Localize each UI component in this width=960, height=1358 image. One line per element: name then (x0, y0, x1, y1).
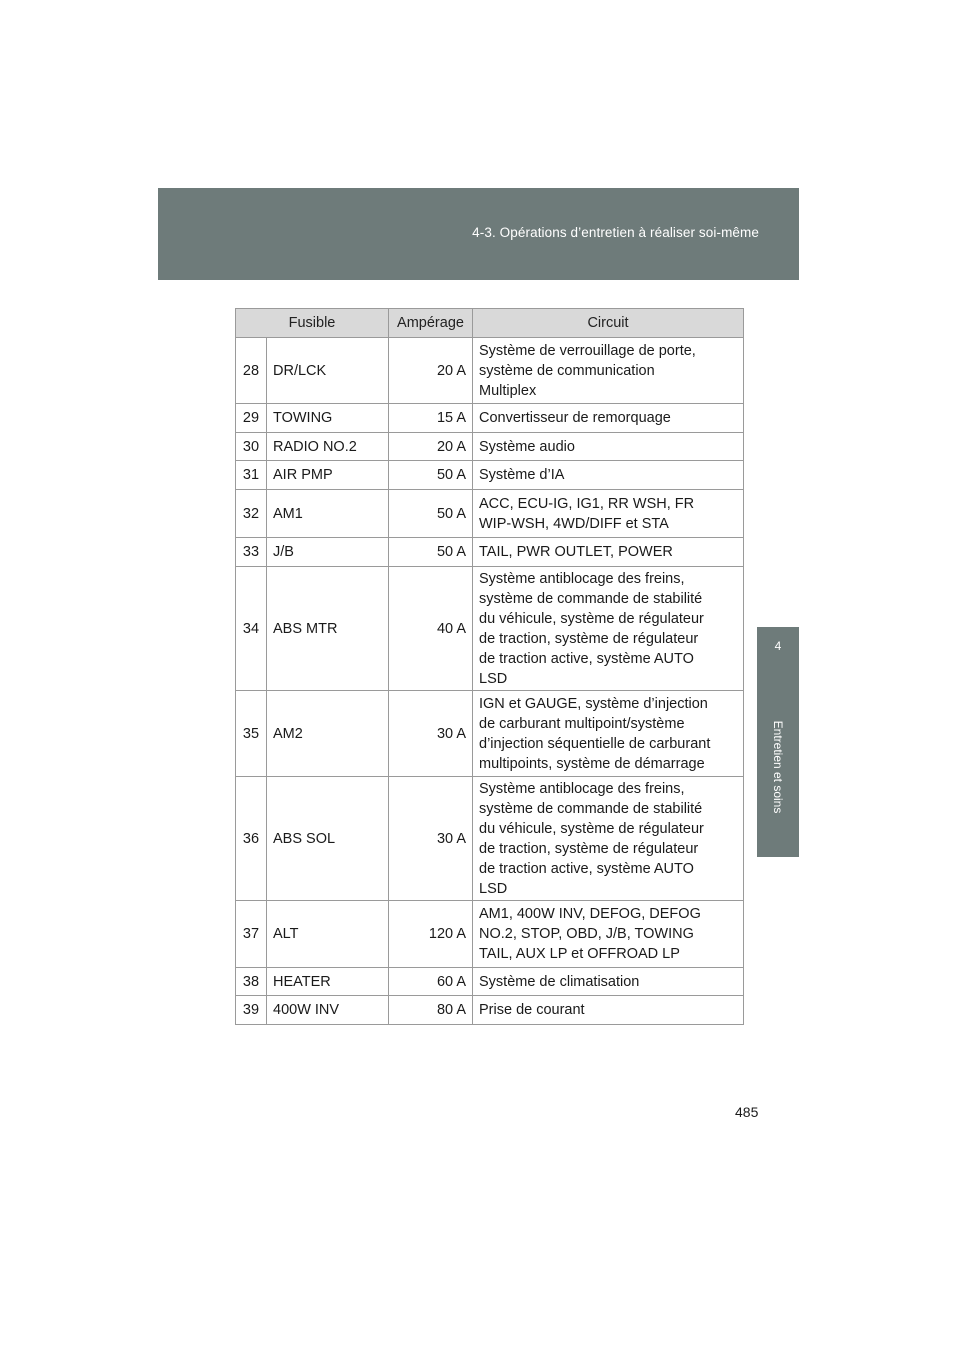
fuse-number-cell: 30 (236, 433, 267, 461)
amperage-cell: 20 A (389, 433, 473, 461)
chapter-number: 4 (774, 639, 782, 653)
circuit-cell (473, 996, 744, 1025)
table-row (236, 338, 744, 404)
page-number: 485 (735, 1104, 759, 1120)
fuse-number-cell: 36 (236, 777, 267, 901)
amperage-cell: 50 A (389, 490, 473, 538)
fuse-number-cell: 28 (236, 338, 267, 404)
fuse-name-cell: ABS SOL (267, 777, 389, 901)
circuit-line: LSD (479, 670, 508, 687)
circuit-line: Prise de courant (479, 1002, 585, 1018)
section-title: 4-3. Opérations d’entretien à réaliser soi-même (472, 225, 759, 240)
fuse-name-cell: AM1 (267, 490, 389, 538)
fuse-name-cell: J/B (267, 538, 389, 567)
circuit-line: d’injection séquentielle de carburant (479, 735, 711, 752)
fuse-name-cell: AIR PMP (267, 461, 389, 490)
amperage-cell: 30 A (389, 777, 473, 901)
table-row (236, 567, 744, 691)
table-row (236, 490, 744, 538)
fuse-number-cell: 38 (236, 968, 267, 996)
fuse-number-cell: 31 (236, 461, 267, 490)
circuit-line: AM1, 400W INV, DEFOG, DEFOG (479, 906, 701, 922)
table-row (236, 404, 744, 433)
fuse-table (235, 308, 744, 1025)
amperage-cell: 50 A (389, 461, 473, 490)
circuit-line: de traction, système de régulateur (479, 630, 699, 647)
fuse-number-cell: 39 (236, 996, 267, 1025)
circuit-cell (473, 901, 744, 968)
circuit-line: NO.2, STOP, OBD, J/B, TOWING (479, 926, 694, 942)
table-header-row (236, 309, 744, 338)
circuit-line: système de communication (479, 362, 655, 379)
fuse-number-cell: 32 (236, 490, 267, 538)
circuit-cell (473, 338, 744, 404)
table-row (236, 461, 744, 490)
column-header-amperage: Ampérage (389, 309, 473, 338)
circuit-cell (473, 538, 744, 567)
circuit-line: Système antiblocage des freins, (479, 570, 685, 587)
circuit-line: LSD (479, 880, 508, 897)
circuit-line: Convertisseur de remorquage (479, 410, 671, 426)
circuit-line: Système antiblocage des freins, (479, 780, 685, 797)
fuse-name-cell: AM2 (267, 691, 389, 777)
amperage-cell: 80 A (389, 996, 473, 1025)
table-row (236, 777, 744, 901)
amperage-cell: 120 A (389, 901, 473, 968)
amperage-cell: 30 A (389, 691, 473, 777)
circuit-line: Système audio (479, 438, 575, 455)
circuit-cell (473, 777, 744, 901)
chapter-label: Entretien et soins (771, 720, 785, 814)
circuit-cell (473, 691, 744, 777)
circuit-line: ACC, ECU-IG, IG1, RR WSH, FR (479, 495, 695, 512)
table-row (236, 996, 744, 1025)
circuit-line: TAIL, AUX LP et OFFROAD LP (479, 946, 680, 962)
column-header-circuit: Circuit (473, 309, 744, 338)
fuse-name-cell: ALT (267, 901, 389, 968)
circuit-line: Système de verrouillage de porte, (479, 342, 696, 359)
fuse-name-cell: HEATER (267, 968, 389, 996)
circuit-line: de traction active, système AUTO (479, 650, 694, 667)
column-header-fuse: Fusible (236, 309, 389, 338)
circuit-line: système de commande de stabilité (479, 590, 703, 607)
fuse-number-cell: 35 (236, 691, 267, 777)
table-row (236, 968, 744, 996)
table-row (236, 433, 744, 461)
circuit-line: de traction, système de régulateur (479, 840, 699, 857)
fuse-name-cell: TOWING (267, 404, 389, 433)
circuit-line: TAIL, PWR OUTLET, POWER (479, 544, 673, 560)
amperage-cell: 60 A (389, 968, 473, 996)
table-row (236, 901, 744, 968)
circuit-line: du véhicule, système de régulateur (479, 820, 704, 837)
fuse-number-cell: 33 (236, 538, 267, 567)
amperage-cell: 15 A (389, 404, 473, 433)
circuit-line: de traction active, système AUTO (479, 860, 694, 877)
circuit-line: Multiplex (479, 382, 537, 399)
circuit-line: du véhicule, système de régulateur (479, 610, 704, 627)
circuit-cell (473, 968, 744, 996)
circuit-line: IGN et GAUGE, système d’injection (479, 695, 708, 712)
amperage-cell: 20 A (389, 338, 473, 404)
circuit-line: Système de climatisation (479, 973, 640, 990)
fuse-number-cell: 34 (236, 567, 267, 691)
fuse-number-cell: 29 (236, 404, 267, 433)
circuit-line: Système d’IA (479, 467, 565, 483)
amperage-cell: 40 A (389, 567, 473, 691)
circuit-cell (473, 404, 744, 433)
circuit-line: WIP-WSH, 4WD/DIFF et STA (479, 515, 669, 532)
fuse-name-cell: DR/LCK (267, 338, 389, 404)
circuit-cell (473, 433, 744, 461)
circuit-cell (473, 490, 744, 538)
circuit-line: de carburant multipoint/système (479, 715, 685, 732)
chapter-tab (757, 627, 799, 857)
fuse-name-cell: ABS MTR (267, 567, 389, 691)
circuit-line: système de commande de stabilité (479, 800, 703, 817)
section-header (158, 188, 799, 280)
table-body (236, 338, 744, 1025)
circuit-line: multipoints, système de démarrage (479, 755, 705, 772)
circuit-cell (473, 461, 744, 490)
circuit-cell (473, 567, 744, 691)
fuse-name-cell: 400W INV (267, 996, 389, 1025)
amperage-cell: 50 A (389, 538, 473, 567)
fuse-number-cell: 37 (236, 901, 267, 968)
table-row (236, 538, 744, 567)
table-row (236, 691, 744, 777)
fuse-name-cell: RADIO NO.2 (267, 433, 389, 461)
